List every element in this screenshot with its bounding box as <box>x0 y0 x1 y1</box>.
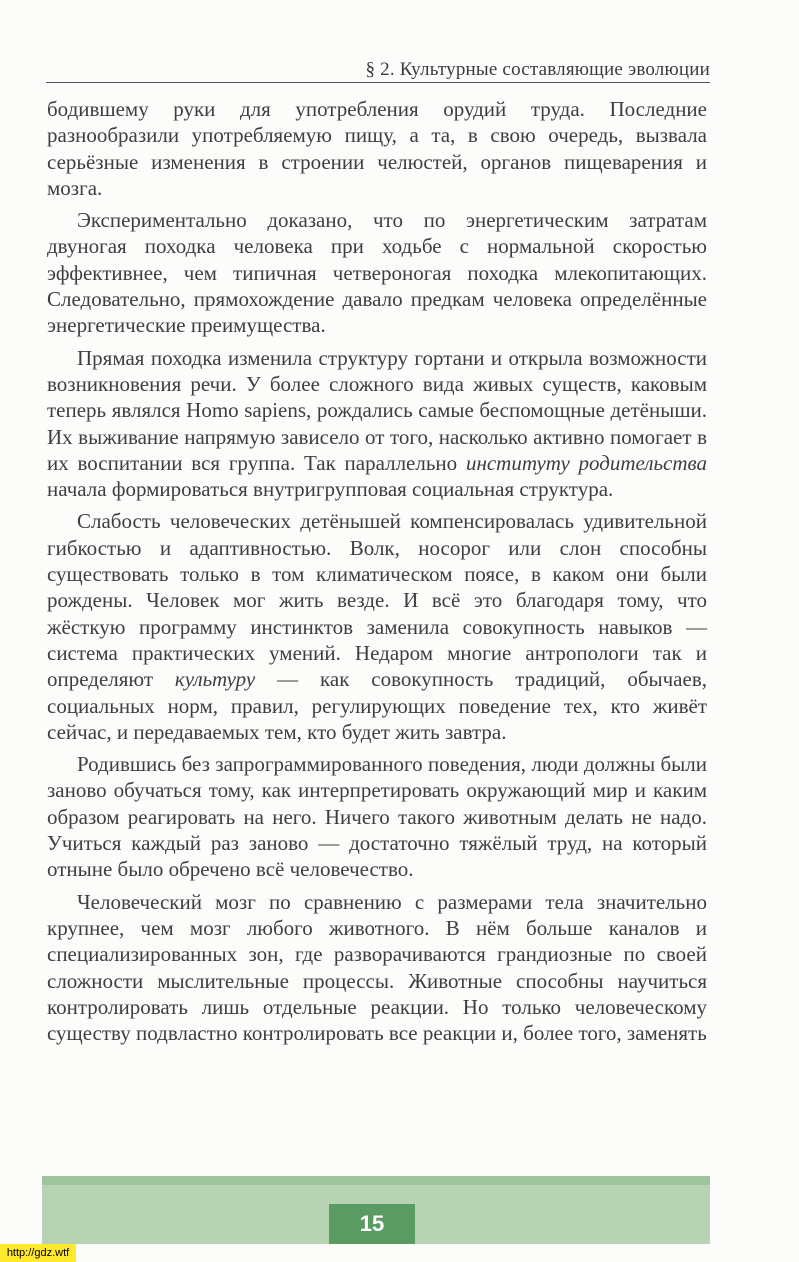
paragraph <box>47 751 707 882</box>
paragraph-text: начала формироваться внутригрупповая социальная структура. <box>47 477 614 502</box>
paragraph-text: бодившему руки для употребления орудий труда. Последние разнообразили употребляемую пищу, а та, в свою очередь, вызвала серьёзные изменения в строении челюстей, органов пищеварения и мозга. <box>47 97 707 200</box>
paragraph-text: — как совокупность традиций, обычаев, социальных норм, правил, регулирующих поведение тех, кто живёт сейчас, и передаваемых тем, кто будет жить завтра. <box>47 667 707 744</box>
body-text <box>47 96 707 1052</box>
paragraph <box>47 889 707 1047</box>
paragraph-text: Прямая походка изменила структуру гортани и открыла возможности возникновения речи. У более сложного вида живых существ, каковым теперь являлся Homo sapiens, рождались самые беспомощные детёныши. Их выживание напрямую зависело от того, насколько активно помогает в их воспитании вся группа. Так параллельно <box>47 345 707 475</box>
page-number-text: 15 <box>359 1211 385 1236</box>
running-head-title: § 2. Культурные составляющие эволюции <box>365 59 710 80</box>
watermark-link[interactable] <box>0 1244 76 1262</box>
paragraph-text: Родившись без запрограммированного поведения, люди должны были заново обучаться тому, как интерпретировать окружающий мир и каким образом реагировать на него. Ничего такого животным делать не надо. Учиться каждый раз заново — достаточно тяжёлый труд, на который отныне было обречено всё человечество. <box>47 752 707 882</box>
italic-term: культуру <box>174 667 256 692</box>
paragraph <box>47 207 707 338</box>
running-head <box>46 58 710 83</box>
paragraph-text: Слабость человеческих детёнышей компенсировалась удивительной гибкостью и адаптивностью. Волк, носорог или слон способны существовать только в том климатическом поясе, в каком они были рождены. Человек мог жить везде. И всё это благодаря тому, что жёсткую программу инстинктов заменила совокупность навыков — система практических умений. Недаром многие антропологи так и определяют <box>47 509 707 692</box>
paragraph <box>47 96 707 201</box>
paragraph <box>47 345 707 503</box>
italic-term: институту родительства <box>465 450 707 475</box>
paragraph-text: Человеческий мозг по сравнению с размерами тела значительно крупнее, чем мозг любого животного. В нём больше каналов и специализированных зон, где разворачиваются грандиозные по своей сложности мыслительные процессы. Животные способны научиться контролировать лишь отдельные реакции. Но только человеческому существу подвластно контролировать все реакции и, более того, заменять <box>47 889 707 1046</box>
footer-stripe <box>42 1176 710 1185</box>
page-number <box>329 1204 415 1244</box>
paragraph-text: Экспериментально доказано, что по энергетическим затратам двуногая походка человека при ходьбе с нормальной скоростью эффективнее, чем типичная четвероногая походка млекопитающих. Следовательно, прямохождение давало предкам человека определённые энергетические преимущества. <box>47 208 707 338</box>
paragraph <box>47 508 707 745</box>
watermark-text: http://gdz.wtf <box>6 1247 70 1259</box>
